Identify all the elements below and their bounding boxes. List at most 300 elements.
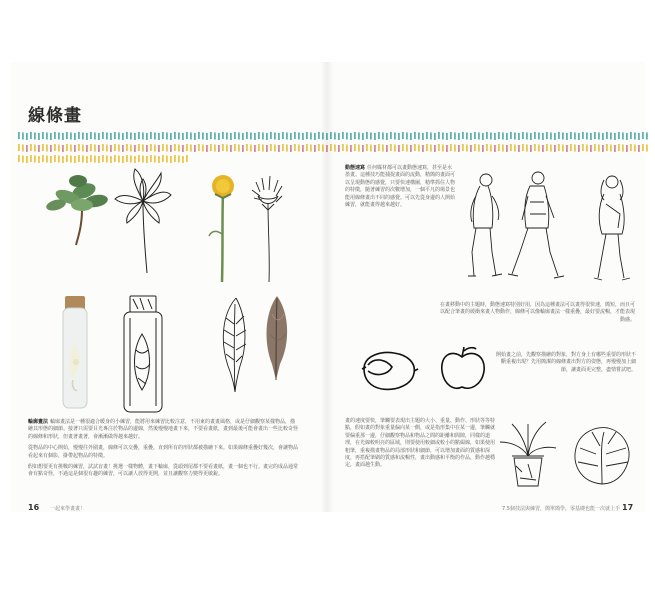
stripe-dash (342, 144, 344, 151)
stripe-dash (218, 133, 220, 140)
stripe-dash (478, 145, 480, 152)
stripe-dash (646, 133, 648, 140)
succulent-photo (38, 167, 110, 247)
stripe-dash (18, 144, 20, 151)
stripe-dash (50, 145, 52, 152)
stripe-dash (554, 145, 556, 152)
stripe-dash (262, 133, 264, 140)
stripe-dash (270, 132, 272, 139)
stripe-dash (126, 155, 128, 162)
stripe-dash (638, 145, 640, 152)
stripe-dash (362, 133, 364, 140)
stripe-dash (422, 133, 424, 140)
stripe-dash (42, 144, 44, 151)
stripe-dash (538, 133, 540, 140)
stripe-dash (22, 156, 24, 163)
gesture-paragraph: 動態速寫 任何媒材都可以畫動態速寫，甚至是水墨畫。這種技巧能捕捉畫面的流動，精簡的畫面可以呈現動態的感覺，只要快速構圖，精準抓住人物的特徵，隨著練習的次數增加，一個平凡的場景也能用線條畫出不同的感覺。可以先從身邊的人開始練習，就能畫得越來越好。 (345, 165, 456, 209)
stripe-dash (354, 132, 356, 139)
page-title: 線條畫 (28, 106, 82, 126)
stripe-dash (358, 145, 360, 152)
stripe-dash (634, 133, 636, 140)
stripe-dash (386, 133, 388, 140)
figure-sketch-woman (462, 172, 512, 282)
stripe-dash (534, 132, 536, 139)
lemon-sketch (360, 347, 420, 397)
stripe-dash (338, 133, 340, 140)
stripe-dash (106, 156, 108, 163)
stripe-dash (370, 133, 372, 140)
stripe-dash (138, 132, 140, 139)
stripe-dash (194, 133, 196, 140)
stripe-dash (242, 133, 244, 140)
stripe-dash (542, 145, 544, 152)
stripe-dash (470, 145, 472, 152)
stripe-dash (110, 133, 112, 140)
stripe-dash (386, 145, 388, 152)
stripe-dash (618, 132, 620, 139)
stripe-dash (534, 144, 536, 151)
stripe-dash (146, 156, 148, 163)
stripe-dash (18, 155, 20, 162)
stripe-dash (586, 145, 588, 152)
dandelion-line-drawing (248, 174, 288, 284)
stripe-dash (358, 133, 360, 140)
stripe-dash (26, 133, 28, 140)
bottle-line-drawing (118, 294, 168, 414)
stripe-dash (350, 145, 352, 152)
stripe-dash (482, 133, 484, 140)
stripe-dash (278, 133, 280, 140)
stripe-dash (182, 133, 184, 140)
left-page-number: 16 (28, 503, 40, 512)
stripe-dash (298, 133, 300, 140)
stripe-dash (542, 133, 544, 140)
stripe-dash (98, 133, 100, 140)
stripe-dash (294, 132, 296, 139)
stripe-dash (114, 144, 116, 151)
stripe-dash (122, 133, 124, 140)
stripe-dash (134, 156, 136, 163)
stripe-dash (246, 132, 248, 139)
stripe-dash (390, 144, 392, 151)
stripe-dash (182, 145, 184, 152)
left-page-footer: 一起來學畫畫！ (50, 506, 86, 512)
stripe-dash (82, 133, 84, 140)
stripe-dash (622, 133, 624, 140)
stripe-dash (614, 145, 616, 152)
stripe-dash (266, 133, 268, 140)
stripe-dash (30, 132, 32, 139)
stripe-dash (254, 145, 256, 152)
stripe-dash (18, 132, 20, 139)
stripe-dash (66, 155, 68, 162)
stripe-dash (234, 132, 236, 139)
stripe-dash (378, 144, 380, 151)
stripe-dash (446, 133, 448, 140)
stripe-dash (418, 145, 420, 152)
stripe-dash (162, 132, 164, 139)
stripe-dash (458, 133, 460, 140)
stripe-dash (210, 132, 212, 139)
stripe-dash (90, 155, 92, 162)
contour-paragraph-3: 假如想要更有挑戰的練習，試試盲畫！挑選一樣物體，畫下輪廓，從頭到尾都不要看畫紙，畫一個也不行。畫完的成品通常會有點奇怪，不過這是個很有趣的練習，可以讓人放得更開，並且讓觀察力變得更敏銳。 (28, 464, 299, 478)
stripe-dash (314, 145, 316, 152)
stripe-dash (198, 132, 200, 139)
stripe-dash (242, 145, 244, 152)
stripe-dash (74, 145, 76, 152)
stripe-dash (58, 133, 60, 140)
stripe-dash (402, 132, 404, 139)
stripe-dash (270, 144, 272, 151)
stripe-dash (166, 145, 168, 152)
stripe-dash (142, 145, 144, 152)
stripe-dash (566, 133, 568, 140)
stripe-dash (594, 144, 596, 151)
stripe-dash (254, 133, 256, 140)
stripe-dash (354, 144, 356, 151)
monstera-leaf-sketch (570, 424, 634, 488)
stripe-dash (538, 145, 540, 152)
stripe-dash (438, 144, 440, 151)
stripe-dash (614, 133, 616, 140)
stripe-dash (102, 155, 104, 162)
contour-paragraph-2: 從物品的中心開始，慢慢往外圍畫，線條可以交疊，重疊，直到所有的形狀都被描繪下來。如果線條重疊好幾次，會讓物品看起來有個影，掛帶起物品的特徵。 (28, 445, 299, 459)
stripe-dash (154, 133, 156, 140)
stripe-dash (454, 145, 456, 152)
stripe-dash (546, 144, 548, 151)
stripe-dash (490, 133, 492, 140)
stripe-dash (74, 133, 76, 140)
stripe-dash (366, 132, 368, 139)
stripe-dash (86, 145, 88, 152)
stripe-dash (162, 144, 164, 151)
stripe-dash (342, 132, 344, 139)
stripe-dash (122, 145, 124, 152)
stripe-dash (234, 144, 236, 151)
stripe-dash (50, 156, 52, 163)
stripe-dash (98, 156, 100, 163)
stripe-dash (66, 144, 68, 151)
stripe-dash (394, 133, 396, 140)
stripe-dash (346, 145, 348, 152)
stripe-dash (138, 144, 140, 151)
contour-drawing-section (28, 419, 298, 483)
stripe-dash (642, 132, 644, 139)
stripe-dash (522, 144, 524, 151)
stripe-dash (70, 133, 72, 140)
stripe-dash (22, 145, 24, 152)
stripe-dash (206, 145, 208, 152)
stripe-dash (566, 145, 568, 152)
stripe-dash (290, 145, 292, 152)
stripe-dash (130, 133, 132, 140)
stripe-dash (518, 145, 520, 152)
stripe-dash (602, 133, 604, 140)
stripe-dash (610, 133, 612, 140)
moving-subject-section (440, 302, 635, 328)
stripe-dash (598, 145, 600, 152)
stripe-dash (570, 144, 572, 151)
stripe-dash (286, 145, 288, 152)
stripe-dash (346, 133, 348, 140)
stripe-dash (486, 132, 488, 139)
stripe-dash (114, 155, 116, 162)
stripe-dash (630, 132, 632, 139)
stripe-dash (482, 145, 484, 152)
stripe-dash (70, 145, 72, 152)
stripe-dash (142, 156, 144, 163)
feather-photo (262, 294, 292, 384)
stripe-dash (62, 156, 64, 163)
stripe-dash (550, 133, 552, 140)
stripe-dash (46, 145, 48, 152)
stripe-dash (470, 133, 472, 140)
stripe-dash (550, 145, 552, 152)
stripe-dash (306, 144, 308, 151)
stripe-dash (298, 145, 300, 152)
stripe-dash (154, 156, 156, 163)
stripe-dash (562, 145, 564, 152)
stripe-dash (350, 133, 352, 140)
stripe-dash (626, 133, 628, 140)
stripe-dash (226, 133, 228, 140)
stripe-dash (422, 145, 424, 152)
stripe-dash (102, 132, 104, 139)
stripe-dash (110, 145, 112, 152)
stripe-dash (310, 145, 312, 152)
stripe-dash (170, 133, 172, 140)
stripe-dash (450, 132, 452, 139)
stripe-dash (250, 133, 252, 140)
stripe-dash (126, 132, 128, 139)
gesture-drawing-section (345, 165, 455, 213)
stripe-dash (114, 132, 116, 139)
stripe-dash (582, 132, 584, 139)
stripe-dash (374, 133, 376, 140)
stripe-dash (414, 144, 416, 151)
stripe-dash (510, 132, 512, 139)
stripe-dash (166, 133, 168, 140)
stripe-dash (246, 144, 248, 151)
stripe-dash (370, 145, 372, 152)
stripe-dash (442, 145, 444, 152)
stripe-dash (554, 133, 556, 140)
stripe-dash (202, 133, 204, 140)
stripe-dash (146, 145, 148, 152)
stripe-dash (106, 133, 108, 140)
stripe-dash (574, 133, 576, 140)
stripe-dash (94, 156, 96, 163)
stripe-dash (598, 133, 600, 140)
dandelion-photo (205, 174, 241, 284)
observe-subject-paragraph: 開始畫之前，先觀察描繪的對象，對方身上有哪些重要的形狀不斷重複出現？先用簡潔的線條畫出對方的姿態，再慢慢加上細節，讓畫面更完整，盡情嘗試吧。 (496, 352, 637, 373)
stripe-dash (338, 145, 340, 152)
stripe-dash (434, 133, 436, 140)
stripe-dash (170, 145, 172, 152)
stripe-dash (78, 132, 80, 139)
stripe-dash (430, 145, 432, 152)
stripe-dash (26, 156, 28, 163)
stripe-dash (106, 145, 108, 152)
stripe-dash (310, 133, 312, 140)
stripe-dash (222, 144, 224, 151)
stripe-dash (494, 145, 496, 152)
stripe-dash (274, 133, 276, 140)
stripe-dash (506, 145, 508, 152)
stripe-dash (278, 145, 280, 152)
right-page-number: 17 (622, 503, 634, 512)
figure-sketch-man (508, 170, 572, 282)
stripe-dash (154, 145, 156, 152)
stripe-dash (282, 132, 284, 139)
stripe-dash (594, 132, 596, 139)
stripe-dash (558, 132, 560, 139)
stripe-dash (638, 133, 640, 140)
stripe-dash (218, 145, 220, 152)
stripe-dash (90, 144, 92, 151)
stripe-dash (250, 145, 252, 152)
stripe-dash (46, 133, 48, 140)
stripe-dash (226, 145, 228, 152)
stripe-dash (38, 156, 40, 163)
contour-paragraph-1: 輪廓畫法 輪廓畫法是一種很適合暖身的小練習，能將用來練習比較注意，不用東的畫畫風格，或是仔細觀察某樣物品，描繪其形態的細節。接著只需要目光專注於物品的邊線，然後慢慢地畫下來，不要看畫紙，畫到最後可能會畫出一些比較奇怪的線條和形狀，但畫著畫著，會漸漸做得越來越好。 (28, 419, 299, 440)
stripe-dash (58, 156, 60, 163)
stripe-dash (82, 145, 84, 152)
stripe-dash (186, 132, 188, 139)
right-page-footer: 7.5個技法與練習，簡單簡學，零基礎也能一次就上手 (502, 506, 620, 512)
stripe-dash (590, 133, 592, 140)
stripe-dash (430, 133, 432, 140)
stripe-dash (182, 156, 184, 163)
stripe-dash (438, 132, 440, 139)
stripe-dash (406, 133, 408, 140)
stripe-dash (454, 133, 456, 140)
stripe-dash (578, 133, 580, 140)
stripe-dash (258, 132, 260, 139)
stripe-dash (286, 133, 288, 140)
stripe-dash (238, 133, 240, 140)
stripe-dash (74, 156, 76, 163)
stripe-dash (514, 145, 516, 152)
stripe-dash (574, 145, 576, 152)
stripe-dash (526, 145, 528, 152)
stripe-dash (86, 133, 88, 140)
stripe-dash (150, 155, 152, 162)
stripe-dash (334, 133, 336, 140)
stripe-dash (38, 133, 40, 140)
stripe-dash (162, 155, 164, 162)
stripe-dash (402, 144, 404, 151)
stripe-dash (118, 145, 120, 152)
stripe-dash (434, 145, 436, 152)
stripe-dash (30, 144, 32, 151)
stripe-dash (258, 144, 260, 151)
stripe-dash (562, 133, 564, 140)
stripe-dash (178, 156, 180, 163)
stripe-dash (474, 144, 476, 151)
stripe-dash (466, 133, 468, 140)
stripe-dash (546, 132, 548, 139)
stripe-dash (626, 145, 628, 152)
stripe-dash (130, 156, 132, 163)
stripe-dash (374, 145, 376, 152)
stripe-dash (190, 145, 192, 152)
stripe-dash (306, 132, 308, 139)
stripe-dash (622, 145, 624, 152)
stripe-dash (394, 145, 396, 152)
stripe-dash (302, 145, 304, 152)
stripe-dash (150, 132, 152, 139)
stripe-dash (514, 133, 516, 140)
stripe-dash (54, 132, 56, 139)
figure-sketch-girl (590, 174, 634, 284)
stripe-dash (134, 133, 136, 140)
potted-plant-sketch (498, 420, 558, 490)
stripe-dash (102, 144, 104, 151)
stripe-dash (282, 144, 284, 151)
stripe-dash (510, 144, 512, 151)
stripe-dash (494, 133, 496, 140)
stripe-dash (642, 144, 644, 151)
stripe-dash (178, 133, 180, 140)
stripe-dash (222, 132, 224, 139)
stripe-dash (158, 133, 160, 140)
stripe-dash (54, 144, 56, 151)
stripe-dash (606, 132, 608, 139)
stripe-dash (130, 145, 132, 152)
stripe-dash (194, 145, 196, 152)
stripe-dash (42, 155, 44, 162)
stripe-dash (410, 133, 412, 140)
stripe-dash (570, 132, 572, 139)
stripe-dash (518, 133, 520, 140)
stripe-dash (138, 155, 140, 162)
stripe-dash (294, 144, 296, 151)
stripe-dash (630, 144, 632, 151)
stripe-dash (502, 133, 504, 140)
decorative-stripes-bottom (18, 155, 188, 163)
stripe-dash (214, 145, 216, 152)
stripe-dash (26, 145, 28, 152)
stripe-dash (582, 144, 584, 151)
stripe-dash (110, 156, 112, 163)
stripe-dash (174, 144, 176, 151)
stripe-dash (506, 133, 508, 140)
stripe-dash (530, 145, 532, 152)
stripe-dash (198, 144, 200, 151)
stripe-dash (238, 145, 240, 152)
stripe-dash (410, 145, 412, 152)
stripe-dash (478, 133, 480, 140)
stripe-dash (30, 155, 32, 162)
stripe-dash (70, 156, 72, 163)
bottle-photo (55, 294, 95, 412)
stripe-dash (94, 145, 96, 152)
stripe-dash (398, 133, 400, 140)
stripe-dash (362, 145, 364, 152)
stripe-dash (398, 145, 400, 152)
stripe-dash (90, 132, 92, 139)
stripe-dash (54, 155, 56, 162)
stripe-dash (274, 145, 276, 152)
stripe-dash (146, 133, 148, 140)
stripe-dash (22, 133, 24, 140)
stripe-dash (406, 145, 408, 152)
stripe-dash (82, 156, 84, 163)
stripe-dash (302, 133, 304, 140)
stripe-dash (486, 144, 488, 151)
stripe-dash (134, 145, 136, 152)
